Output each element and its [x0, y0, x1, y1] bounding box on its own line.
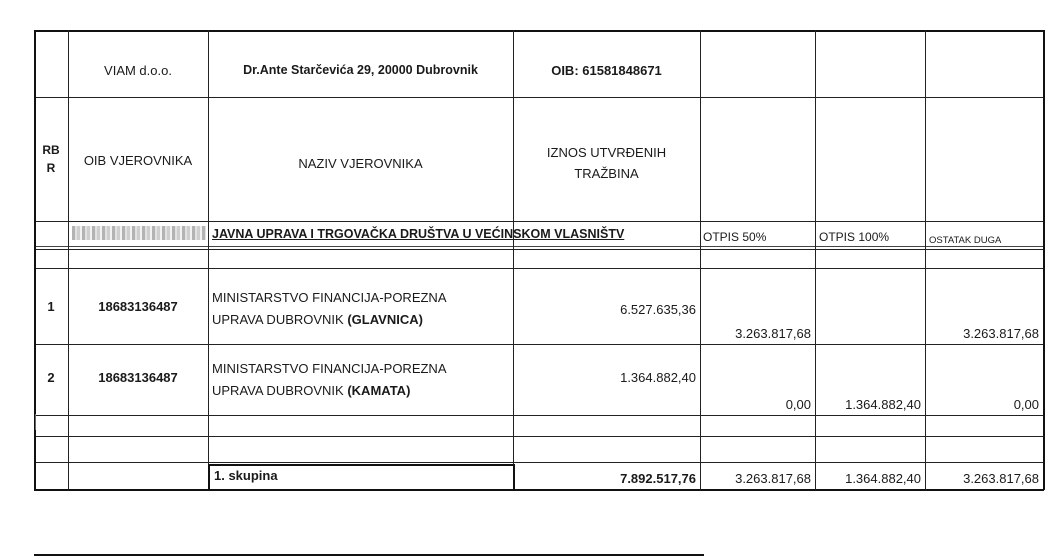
row-2-naziv-1: MINISTARSTVO FINANCIJA-POREZNA [212, 361, 447, 376]
grid-line [68, 30, 69, 490]
grid-line [34, 462, 1044, 463]
row-1-otpis50: 3.263.817,68 [735, 326, 811, 341]
section-title: JAVNA UPRAVA I TRGOVAČKA DRUŠTVA U VEĆINSKOM VLASNIŠTV [212, 227, 625, 241]
row-2-naziv-tag: (KAMATA) [347, 383, 411, 398]
grid-line [34, 415, 1044, 416]
redacted-area [72, 226, 206, 240]
row-2-otpis50: 0,00 [785, 397, 811, 412]
column-header-oib: OIB VJEROVNIKA [83, 153, 193, 168]
grid-line [34, 554, 704, 556]
row-1-ostatak: 3.263.817,68 [963, 326, 1039, 341]
grid-line [513, 30, 514, 490]
row-2-otpis100: 1.364.882,40 [845, 397, 921, 412]
total-label: 1. skupina [214, 468, 278, 483]
section-otpis50: OTPIS 50% [703, 230, 767, 244]
row-1-rbr: 1 [47, 299, 55, 314]
grid-line [34, 97, 1044, 98]
scan-mark [35, 414, 36, 430]
grid-line [208, 464, 210, 490]
row-2-oib: 18683136487 [98, 370, 178, 385]
row-2-ostatak: 0,00 [1013, 397, 1039, 412]
column-header-naziv: NAZIV VJEROVNIKA [298, 156, 423, 171]
row-1-oib: 18683136487 [98, 299, 178, 314]
section-ostatak: OSTATAK DUGA [929, 235, 1002, 246]
grid-line [208, 464, 514, 466]
grid-line [34, 249, 1044, 250]
company-address: Dr.Ante Starčevića 29, 20000 Dubrovnik [243, 63, 478, 77]
company-oib: OIB: 61581848671 [551, 63, 662, 78]
grid-line [34, 436, 1044, 437]
row-1-iznos: 6.527.635,36 [620, 302, 696, 317]
grid-line [34, 30, 1044, 32]
grid-line [925, 30, 926, 490]
grid-line [34, 268, 1044, 269]
grid-line [1043, 30, 1045, 490]
row-2-rbr: 2 [47, 370, 55, 385]
total-ostatak: 3.263.817,68 [963, 471, 1039, 486]
grid-line [815, 30, 816, 490]
total-otpis50: 3.263.817,68 [735, 471, 811, 486]
row-2-naziv-2-text: UPRAVA DUBROVNIK [212, 383, 344, 398]
row-1-naziv-2-text: UPRAVA DUBROVNIK [212, 312, 344, 327]
grid-line [700, 30, 701, 490]
row-2-iznos: 1.364.882,40 [620, 370, 696, 385]
grid-line [34, 344, 1044, 345]
row-1-naziv-2 [212, 311, 423, 328]
grid-line [34, 246, 1044, 247]
column-header-iznos-2: TRAŽBINA [574, 166, 639, 181]
column-header-rbr: RB [42, 143, 60, 157]
section-otpis100: OTPIS 100% [819, 230, 890, 244]
column-header-iznos: IZNOS UTVRĐENIH [546, 145, 667, 160]
row-2-naziv-2 [212, 382, 410, 399]
grid-line [208, 30, 209, 490]
grid-line [34, 221, 1044, 222]
column-header-rbr-2: R [46, 161, 56, 175]
grid-line [34, 489, 1044, 491]
row-1-naziv-tag: (GLAVNICA) [347, 312, 423, 327]
company-name: VIAM d.o.o. [104, 63, 172, 78]
total-otpis100: 1.364.882,40 [845, 471, 921, 486]
row-1-naziv-1: MINISTARSTVO FINANCIJA-POREZNA [212, 290, 447, 305]
total-iznos: 7.892.517,76 [620, 471, 696, 486]
